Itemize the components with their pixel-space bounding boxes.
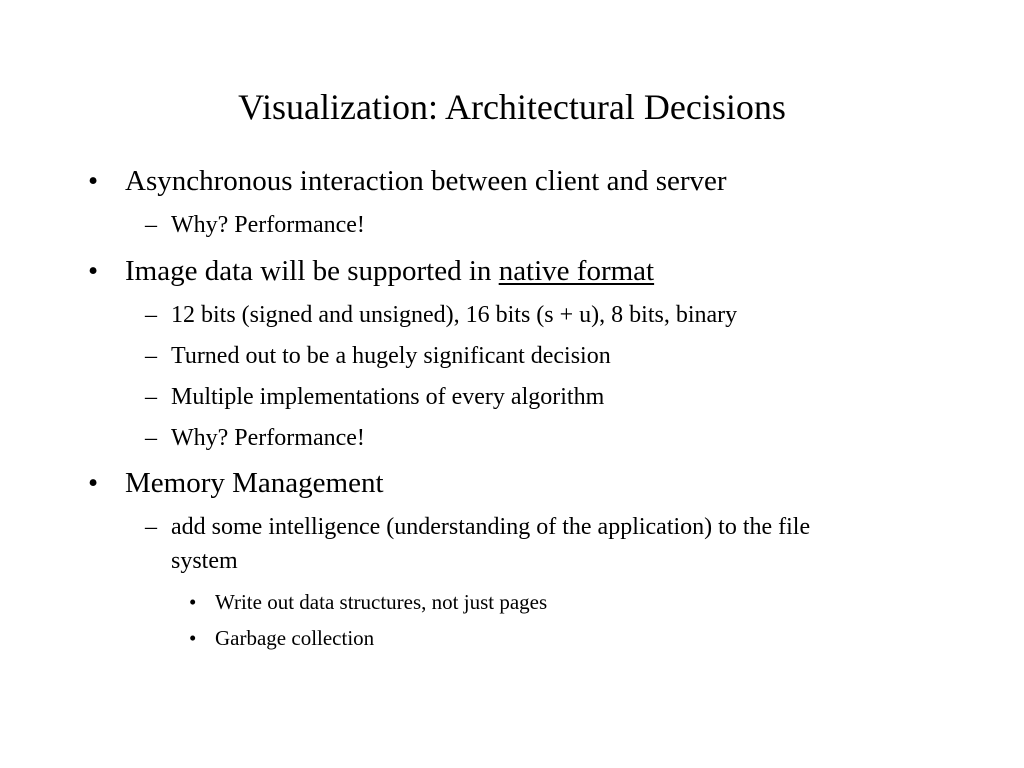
sub-bullet-text: add some intelligence (understanding of the application) to the file xyxy=(171,514,811,540)
bullet-text-plain: Image data will be supported in xyxy=(125,255,499,287)
bullet-item xyxy=(88,254,788,288)
sub-bullet-text: Multiple implementations of every algorithm xyxy=(171,384,605,410)
sub-bullet-text: Why? Performance! xyxy=(171,212,365,238)
sub-bullet-text: Why? Performance! xyxy=(171,425,365,451)
sub-bullet-item xyxy=(145,208,445,242)
sub-bullet-item xyxy=(145,510,945,578)
sub-sub-bullet-text: Write out data structures, not just pages xyxy=(215,590,548,614)
bullet-marker: • xyxy=(88,467,99,499)
dash-marker: – xyxy=(145,343,157,369)
sub-sub-bullet-item xyxy=(189,624,489,652)
bullet-text: Asynchronous interaction between client and server xyxy=(125,165,727,197)
sub-bullet-item xyxy=(145,421,445,455)
bullet-text xyxy=(125,254,654,288)
sub-bullet-text: 12 bits (signed and unsigned), 16 bits (s + u), 8 bits, binary xyxy=(171,302,738,328)
sub-bullet-item xyxy=(145,380,745,414)
small-bullet-marker: • xyxy=(189,590,197,614)
dash-marker: – xyxy=(145,212,157,238)
bullet-marker: • xyxy=(88,255,99,287)
dash-marker: – xyxy=(145,302,157,328)
sub-bullet-text-continued: system xyxy=(171,548,238,574)
bullet-text: Memory Management xyxy=(125,467,384,499)
sub-bullet-item xyxy=(145,339,745,373)
bullet-text-underlined: native format xyxy=(498,255,655,287)
sub-sub-bullet-item xyxy=(189,588,709,616)
sub-bullet-text: Turned out to be a hugely significant decision xyxy=(171,343,611,369)
small-bullet-marker: • xyxy=(189,626,197,650)
dash-marker: – xyxy=(145,425,157,451)
bullet-item xyxy=(88,164,848,198)
sub-bullet-item xyxy=(145,298,865,332)
dash-marker: – xyxy=(145,514,157,540)
dash-marker: – xyxy=(145,384,157,410)
slide-title: Visualization: Architectural Decisions xyxy=(238,87,786,127)
sub-sub-bullet-text: Garbage collection xyxy=(215,626,375,650)
bullet-item xyxy=(88,466,488,500)
bullet-marker: • xyxy=(88,165,99,197)
